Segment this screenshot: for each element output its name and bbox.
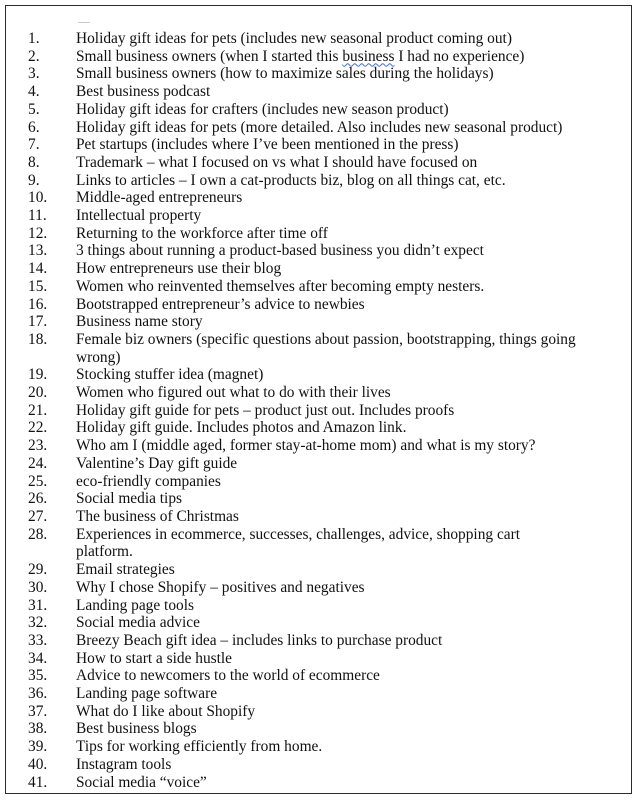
item-number: 28. [28,525,48,543]
list-item [6,667,631,685]
list-item [6,136,631,154]
item-number: 34. [28,649,48,667]
item-text: How entrepreneurs use their blog [76,260,282,278]
item-text: Experiences in ecommerce, successes, challenges, advice, shopping cart platform. [76,525,521,561]
page-top-mark [78,22,90,23]
item-text: Women who figured out what to do with their lives [76,384,391,402]
list-item [6,437,631,455]
list-item [6,756,631,774]
item-number: 27. [28,507,48,525]
item-number: 41. [28,773,48,791]
item-number: 19. [28,366,48,384]
item-text: Holiday gift ideas for pets (more detailed. Also includes new seasonal product) [76,118,563,136]
item-number: 7. [28,136,40,154]
list-item [6,597,631,615]
item-number: 5. [28,100,40,118]
item-text: Instagram tools [76,755,172,773]
item-text: Email strategies [76,561,175,579]
list-item [6,225,631,243]
item-number: 11. [28,207,47,225]
item-text: Landing page tools [76,596,194,614]
list-item [6,703,631,721]
item-number: 20. [28,384,48,402]
item-number: 9. [28,171,40,189]
list-item [6,508,631,526]
item-text: Women who reinvented themselves after becoming empty nesters. [76,277,485,295]
item-number: 15. [28,277,48,295]
list-item [6,685,631,703]
item-number: 22. [28,419,48,437]
item-number: 30. [28,578,48,596]
item-number: 17. [28,313,48,331]
item-number: 29. [28,561,48,579]
list-item [6,384,631,402]
item-number: 21. [28,401,48,419]
list-item [6,419,631,437]
list-item [6,561,631,579]
item-number: 6. [28,118,40,136]
list-item [6,278,631,296]
list-item [6,366,631,384]
list-item [6,614,631,632]
list-item [6,526,631,561]
item-number: 39. [28,738,48,756]
item-number: 13. [28,242,48,260]
item-text: Middle-aged entrepreneurs [76,189,243,207]
item-number: 37. [28,702,48,720]
item-number: 2. [28,47,40,65]
item-text: Intellectual property [76,207,202,225]
item-text: Business name story [76,313,203,331]
item-text: Tips for working efficiently from home. [76,738,323,756]
item-text: Best business blogs [76,720,197,738]
list-item [6,30,631,48]
list-item [6,331,631,366]
list-item [6,313,631,331]
item-text: Breezy Beach gift idea – includes links to purchase product [76,631,443,649]
item-text: Returning to the workforce after time off [76,224,328,242]
item-text-part: I had no experience) [394,47,525,65]
item-text: Advice to newcomers to the world of ecommerce [76,667,380,685]
item-number: 24. [28,454,48,472]
list-item [6,720,631,738]
list-item [6,83,631,101]
item-number: 32. [28,614,48,632]
list-item [6,65,631,83]
item-number: 23. [28,437,48,455]
list-item [6,402,631,420]
list-item [6,738,631,756]
item-number: 38. [28,720,48,738]
item-text: eco-friendly companies [76,472,221,490]
list-item [6,473,631,491]
list-item [6,774,631,792]
item-text: Who am I (middle aged, former stay-at-home mom) and what is my story? [76,437,536,455]
spellcheck-flagged-word: business [342,47,395,65]
item-text: The business of Christmas [76,507,239,525]
list-item [6,119,631,137]
item-number: 3. [28,65,40,83]
list-item [6,579,631,597]
list-item [6,632,631,650]
item-text: How to start a side hustle [76,649,233,667]
item-text: Pet startups (includes where I’ve been mentioned in the press) [76,136,459,154]
item-number: 1. [28,30,40,47]
item-text [76,48,576,66]
item-number: 8. [28,153,40,171]
item-text: Trademark – what I focused on vs what I should have focused on [76,153,478,171]
item-text: Holiday gift guide for pets – product just out. Includes proofs [76,401,455,419]
item-number: 12. [28,224,48,242]
list-item [6,296,631,314]
item-text: Holiday gift guide. Includes photos and Amazon link. [76,419,407,437]
list-item [6,260,631,278]
item-text: Female biz owners (specific questions about passion, bootstrapping, things going wrong) [76,330,576,366]
document-page [5,5,632,794]
item-number: 35. [28,667,48,685]
item-number: 26. [28,490,48,508]
item-text: Landing page software [76,685,218,703]
item-text: Stocking stuffer idea (magnet) [76,366,264,384]
item-number: 33. [28,631,48,649]
item-text: Links to articles – I own a cat-products biz, blog on all things cat, etc. [76,171,506,189]
list-item [6,48,631,66]
item-text-part: Small business owners (when I started this [76,47,343,65]
list-item [6,490,631,508]
item-text: Why I chose Shopify – positives and negatives [76,578,365,596]
item-text: Small business owners (how to maximize sales during the holidays) [76,65,494,83]
item-text: Social media advice [76,614,200,632]
item-number: 25. [28,472,48,490]
item-text: Bootstrapped entrepreneur’s advice to newbies [76,295,365,313]
item-number: 14. [28,260,48,278]
item-text: 3 things about running a product-based business you didn’t expect [76,242,484,260]
list-item [6,154,631,172]
item-text: Valentine’s Day gift guide [76,454,238,472]
item-text: Social media “voice” [76,773,207,791]
list-item [6,650,631,668]
topic-list [6,30,631,791]
item-number: 18. [28,330,48,348]
item-text: Best business podcast [76,83,211,101]
item-text: Holiday gift ideas for crafters (includes new season product) [76,100,449,118]
item-text: What do I like about Shopify [76,702,256,720]
item-number: 31. [28,596,48,614]
list-item [6,172,631,190]
list-item [6,101,631,119]
item-text: Holiday gift ideas for pets (includes new seasonal product coming out) [76,30,512,47]
list-item [6,242,631,260]
list-item [6,207,631,225]
item-number: 40. [28,755,48,773]
item-number: 36. [28,685,48,703]
list-item [6,455,631,473]
item-number: 16. [28,295,48,313]
item-number: 10. [28,189,48,207]
item-text: Social media tips [76,490,183,508]
list-item [6,189,631,207]
item-number: 4. [28,83,40,101]
